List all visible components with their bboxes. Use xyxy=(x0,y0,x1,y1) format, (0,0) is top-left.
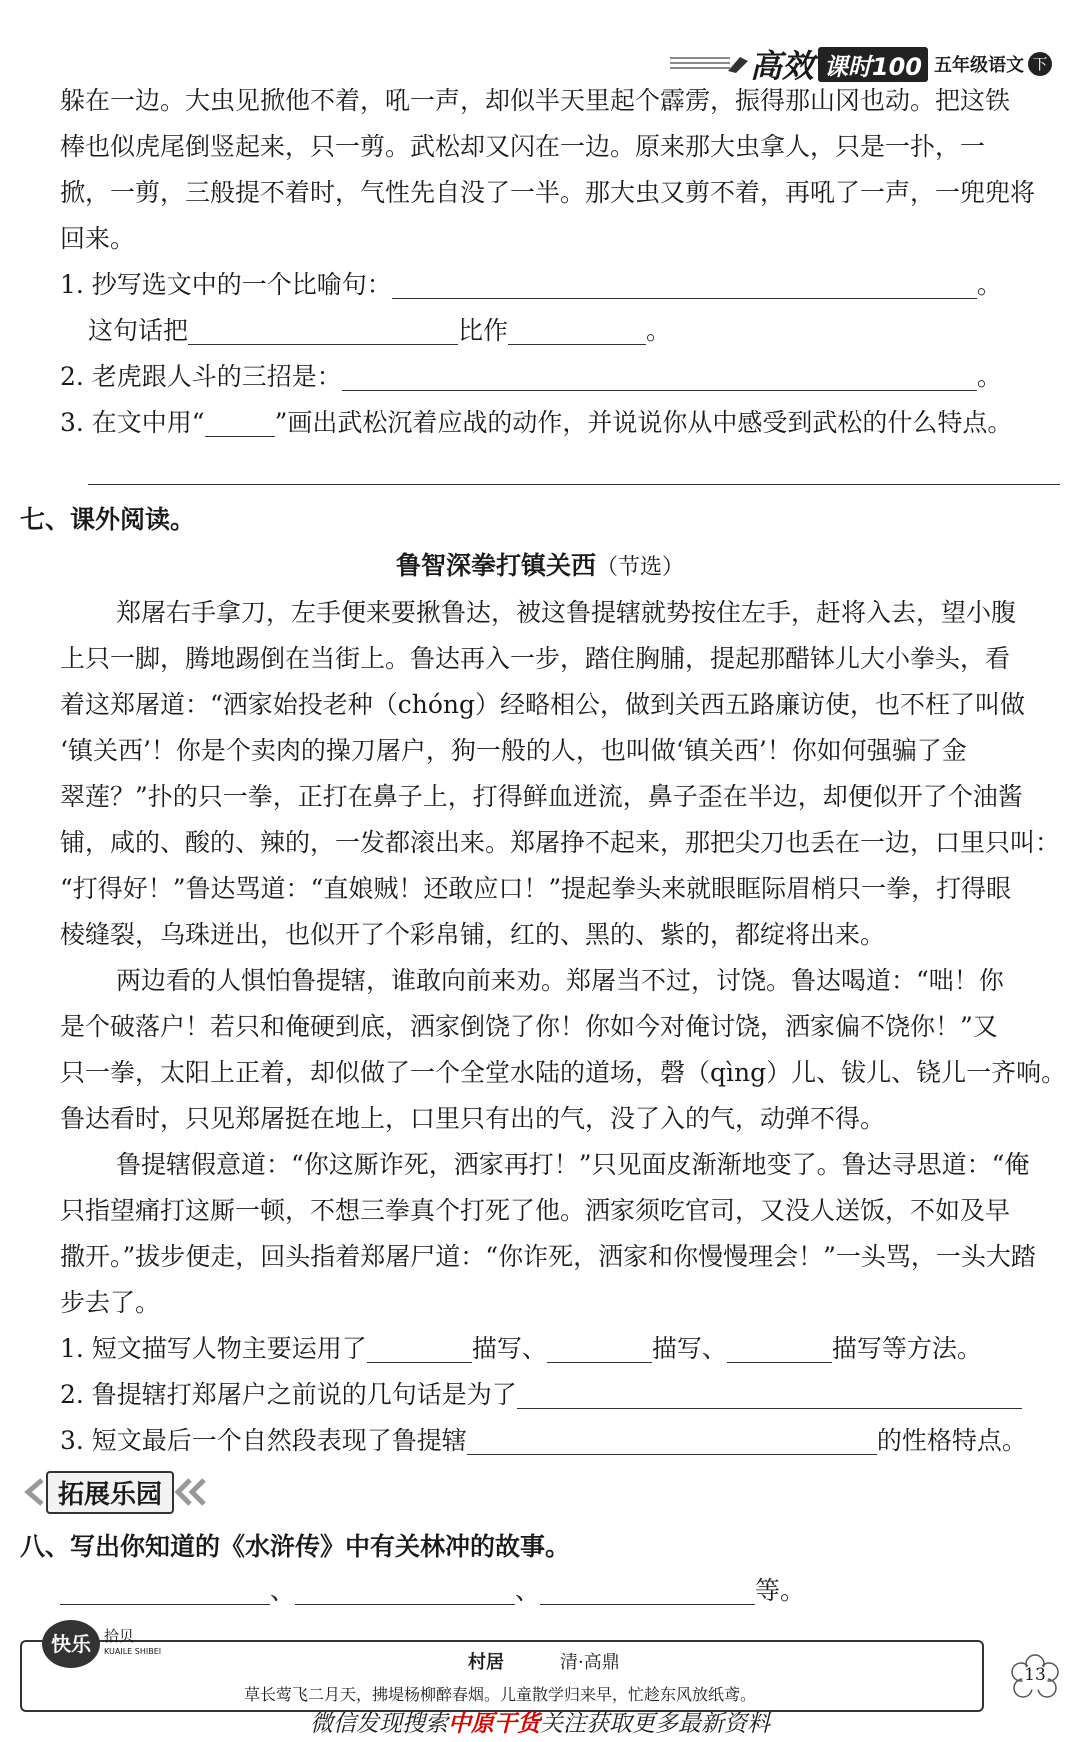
separator: 、 xyxy=(270,1576,296,1605)
passage-line: 掀，一剪，三般提不着时，气性先自没了一半。那大虫又剪不着，再吼了一声，一兜兜将 xyxy=(60,178,1036,207)
badge-text xyxy=(104,1628,161,1660)
passage-line: 棒也似虎尾倒竖起来，只一剪。武松却又闪在一边。原来那大虫拿人，只是一扑，一 xyxy=(60,132,986,161)
grade-label: 五年级语文 xyxy=(934,55,1024,76)
watermark-text-c: 关注获取更多最新资料 xyxy=(540,1711,770,1737)
question-1-d: 描写等方法。 xyxy=(831,1334,982,1363)
answer-line[interactable] xyxy=(342,360,977,391)
badge-bubble: 快乐 xyxy=(42,1620,100,1668)
end-text: 等。 xyxy=(755,1576,806,1605)
question-3-b: 的性格特点。 xyxy=(876,1426,1027,1455)
badge-pinyin: KUAILE SHIBEI xyxy=(104,1647,162,1656)
volume-badge: 下 xyxy=(1028,52,1052,76)
question-3-label-a: 3. 在文中用“ xyxy=(60,408,205,437)
answer-line[interactable] xyxy=(88,484,1060,485)
underline-sample xyxy=(205,406,275,437)
chevron-left-icon xyxy=(20,1477,46,1507)
passage-line: ‘镇关西’！你是个卖肉的操刀屠户，狗一般的人，也叫做‘镇关西’！你如何强骗了金 xyxy=(60,736,967,765)
passage-line: 棱缝裂，乌珠迸出，也似开了个彩帛铺，红的、黑的、紫的，都绽将出来。 xyxy=(60,920,886,949)
poem-author: 清·高鼎 xyxy=(560,1652,620,1673)
period: 。 xyxy=(646,316,672,345)
passage-line: 躲在一边。大虫见掀他不着，吼一声，却似半天里起个霹雳，振得那山冈也动。把这铁 xyxy=(60,86,1011,115)
question-3 xyxy=(60,1418,1050,1464)
section-heading: 七、课外阅读。 xyxy=(20,505,196,534)
passage-line: 只指望痛打这厮一顿，不想三拳真个打死了他。洒家须吃官司，又没人送饭，不如及早 xyxy=(60,1196,1011,1225)
question-1-sub xyxy=(88,308,1078,354)
passage-line: “打得好！”鲁达骂道：“直娘贼！还敢应口！”提起拳头来就眼眶际眉梢只一拳，打得眼 xyxy=(60,874,1012,903)
article-title-text: 鲁智深拳打镇关西 xyxy=(395,551,596,580)
badge-subtitle: 拾贝 xyxy=(104,1627,135,1645)
passage-line: 是个破落户！若只和俺硬到底，洒家倒饶了你！你如今对俺讨饶，洒家偏不饶你！”又 xyxy=(60,1012,998,1041)
question-1-sub-a: 这句话把 xyxy=(88,316,189,345)
question-1-label: 1. 抄写选文中的一个比喻句： xyxy=(60,270,392,299)
watermark xyxy=(0,1708,1080,1740)
answer-line[interactable] xyxy=(540,1574,755,1605)
passage-line: 撒开。”拔步便走，回头指着郑屠尸道：“你诈死，洒家和你慢慢理会！”一头骂，一头大踏 xyxy=(60,1242,1036,1271)
chevron-double-left-icon xyxy=(174,1477,210,1507)
article-title xyxy=(0,548,1080,586)
question-1 xyxy=(60,262,1050,308)
period: 。 xyxy=(976,362,1002,391)
question-1-c: 描写、 xyxy=(651,1334,727,1363)
question-3-label-b: ”画出武松沉着应战的动作，并说说你从中感受到武松的什么特点。 xyxy=(274,408,1013,437)
passage-line: 鲁达看时，只见郑屠挺在地上，口里只有出的气，没了入的气，动弹不得。 xyxy=(60,1104,886,1133)
question-2-label: 2. 鲁提辖打郑屠户之前说的几句话是为了 xyxy=(60,1380,517,1409)
passage-line: 翠莲？”扑的只一拳，正打在鼻子上，打得鲜血迸流，鼻子歪在半边，却便似开了个油酱 xyxy=(60,782,1023,811)
answer-line[interactable] xyxy=(727,1332,832,1363)
passage-line: 铺，咸的、酸的、辣的，一发都滚出来。郑屠挣不起来，那把尖刀也丢在一边，口里只叫： xyxy=(60,828,1061,857)
passage-line: 两边看的人惧怕鲁提辖，谁敢向前来劝。郑屠当不过，讨饶。鲁达喝道：“咄！你 xyxy=(116,966,1004,995)
passage-line: 步去了。 xyxy=(60,1288,161,1317)
poem-title: 村居 xyxy=(468,1652,504,1673)
watermark-text-a: 微信发现搜索 xyxy=(310,1711,448,1737)
question-2-label: 2. 老虎跟人斗的三招是： xyxy=(60,362,342,391)
question-1 xyxy=(60,1326,1050,1372)
watermark-text-b: 中原干货 xyxy=(448,1710,540,1737)
decorative-stripes-icon xyxy=(670,53,750,75)
question-1-a: 1. 短文描写人物主要运用了 xyxy=(60,1334,367,1363)
answer-line[interactable] xyxy=(467,1424,877,1455)
question-1-sub-b: 比作 xyxy=(458,316,509,345)
question-2 xyxy=(60,354,1050,400)
passage-line: 只一拳，太阳上正着，却似做了一个全堂水陆的道场，磬（qìng）儿、钹儿、铙儿一齐响。 xyxy=(60,1058,1067,1087)
section-heading: 八、写出你知道的《水浒传》中有关林冲的故事。 xyxy=(20,1532,571,1561)
passage-line: 鲁提辖假意道：“你这厮诈死，洒家再打！”只见面皮渐渐地变了。鲁达寻思道：“俺 xyxy=(116,1150,1030,1179)
period: 。 xyxy=(976,270,1002,299)
poem-text: 草长莺飞二月天，拂堤杨柳醉春烟。儿童散学归来早，忙趁东风放纸鸢。 xyxy=(243,1685,756,1704)
article-title-note: （节选） xyxy=(596,555,685,580)
answer-line[interactable] xyxy=(295,1574,515,1605)
brand-title: 高效 xyxy=(749,47,814,85)
passage-line: 上只一脚，腾地踢倒在当街上。鲁达再入一步，踏住胸脯，提起那醋钵儿大小拳头，看 xyxy=(60,644,1011,673)
passage-line: 回来。 xyxy=(60,224,136,253)
brand-subtitle: 课时100 xyxy=(818,47,928,82)
answer-line[interactable] xyxy=(392,268,977,299)
page-number: 13 xyxy=(1024,1665,1046,1685)
answer-line[interactable] xyxy=(367,1332,472,1363)
answer-line[interactable] xyxy=(517,1378,1022,1409)
footer-badge xyxy=(42,1620,161,1668)
answer-line[interactable] xyxy=(188,314,458,345)
question-3-a: 3. 短文最后一个自然段表现了鲁提辖 xyxy=(60,1426,467,1455)
question-2 xyxy=(60,1372,1050,1418)
separator: 、 xyxy=(515,1576,541,1605)
answer-row xyxy=(60,1568,1050,1614)
expand-banner xyxy=(20,1470,210,1514)
page-number-flower xyxy=(1008,1652,1062,1706)
question-3 xyxy=(60,400,1050,446)
expand-banner-label: 拓展乐园 xyxy=(46,1471,174,1514)
question-1-b: 描写、 xyxy=(471,1334,547,1363)
answer-line[interactable] xyxy=(547,1332,652,1363)
answer-line[interactable] xyxy=(60,1574,270,1605)
passage-line: 郑屠右手拿刀，左手便来要揪鲁达，被这鲁提辖就势按住左手，赶将入去，望小腹 xyxy=(116,598,1017,627)
answer-line[interactable] xyxy=(508,314,646,345)
passage-line: 着这郑屠道：“洒家始投老种（chóng）经略相公，做到关西五路廉访使，也不枉了叫做 xyxy=(60,690,1026,719)
